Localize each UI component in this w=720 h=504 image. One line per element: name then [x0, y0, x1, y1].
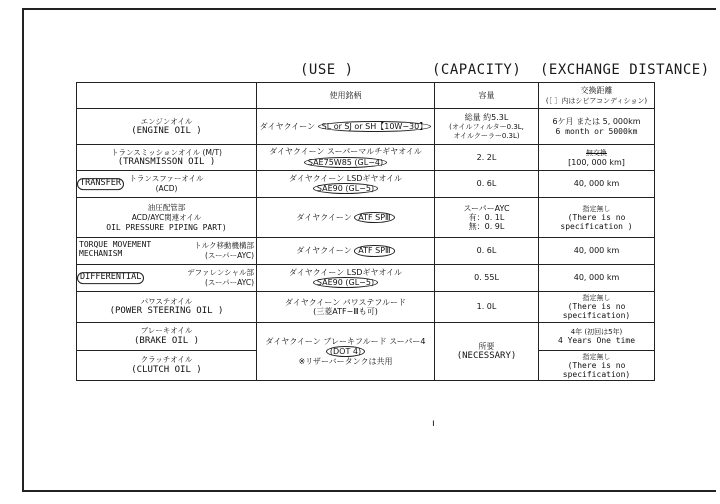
item-brake: [77, 322, 257, 350]
interval-engine-hand: 6 month or 5000km: [555, 126, 638, 136]
brand-transmission-name: ダイヤクイーン スーパーマルチギヤオイル: [269, 147, 422, 157]
brand-transfer-grade: SAE90 (GL−5): [313, 183, 378, 194]
interval-ayc: 40, 000 km: [539, 238, 655, 265]
item-transmission-jp: トランスミッションオイル (M/T): [111, 147, 222, 157]
brand-engine-grade: SL or SJ or SH【10W−30】: [318, 121, 432, 132]
interval-power-steering: [539, 292, 655, 323]
interval-brake: [539, 322, 655, 350]
item-differential-hand: DIFFERENTIAL: [77, 272, 144, 284]
interval-clutch-hand: (There is no specification): [562, 360, 631, 379]
item-brake-en: (BRAKE OIL ): [133, 335, 200, 346]
exchange-heading: (EXCHANGE DISTANCE): [540, 62, 710, 78]
interval-engine-jp: 6ケ月 または 5, 000km: [552, 117, 641, 127]
table-row-power-steering: [77, 292, 655, 323]
capacity-engine-total: 総量 約5.3L: [464, 112, 509, 122]
item-ayc-jp: トルク移動機構部: [194, 241, 254, 251]
brand-transfer: [257, 171, 435, 198]
brand-ayc-grade: ATF SPⅢ: [354, 245, 394, 256]
table-row-differential: [77, 265, 655, 292]
brand-acd-prefix: ダイヤクイーン: [296, 212, 352, 222]
capacity-acd-with: 有：0. 1L: [468, 212, 505, 222]
table-row-transmission: [77, 145, 655, 171]
table-row-brake: [77, 322, 655, 350]
item-transfer: [77, 171, 257, 198]
capacity-acd-without: 無：0. 9L: [468, 222, 505, 232]
interval-clutch: [539, 350, 655, 381]
header-capacity: 容量: [435, 83, 539, 109]
brand-transmission: [257, 145, 435, 171]
interval-differential: 40, 000 km: [539, 265, 655, 292]
use-heading: (USE ): [300, 62, 354, 78]
item-ayc-hand-2: MECHANISM: [79, 249, 123, 259]
brand-acd: [257, 198, 435, 238]
capacity-transfer: 0. 6L: [435, 171, 539, 198]
item-clutch-jp: クラッチオイル: [140, 355, 193, 365]
capacity-heading: (CAPACITY): [432, 62, 522, 78]
capacity-brake-jp: 所要: [478, 341, 495, 351]
interval-power-steering-hand: (There is no specification): [562, 302, 631, 321]
brand-brake-grade: (DOT 4): [326, 346, 365, 357]
brand-transmission-grade: SAE75W85 (GL−4): [304, 157, 387, 168]
brand-power-steering-alt: (三菱ATF−Ⅲも可): [313, 306, 378, 316]
item-engine-en: (ENGINE OIL ): [131, 126, 202, 137]
interval-engine: [539, 109, 655, 145]
interval-acd-jp: 指定無し: [582, 204, 611, 213]
item-power-steering-jp: パワステオイル: [140, 296, 193, 306]
interval-acd: [539, 198, 655, 238]
capacity-acd-label: スーパーAYC: [463, 203, 510, 213]
item-engine-jp: エンジンオイル: [140, 116, 193, 126]
header-interval-sub: (［ ］内はシビアコンディション): [545, 96, 648, 105]
interval-transmission-km: [100, 000 km]: [568, 157, 625, 167]
item-transmission: [77, 145, 257, 171]
item-transfer-sub: (ACD): [155, 184, 178, 193]
brand-engine: [257, 109, 435, 145]
item-ayc: [77, 238, 257, 265]
header-item-cell: [77, 83, 257, 109]
item-transfer-hand: TRANSFER: [77, 178, 124, 190]
interval-acd-hand: (There is no specification ): [560, 212, 633, 232]
brand-differential-prefix: ダイヤクイーン LSDギヤオイル: [288, 267, 403, 277]
item-power-steering-en: (POWER STEERING OIL ): [109, 306, 224, 317]
item-transfer-jp: トランスファーオイル: [129, 174, 204, 184]
capacity-engine-filter: (オイルフィルター0.3L,: [449, 122, 524, 131]
item-ayc-sub: (スーパーAYC): [204, 251, 254, 260]
brand-transfer-prefix: ダイヤクイーン LSDギヤオイル: [288, 173, 403, 183]
capacity-differential: 0. 55L: [435, 265, 539, 292]
item-acd-related: ACD/AYC関連オイル: [131, 212, 202, 222]
interval-transmission: [539, 145, 655, 171]
brand-brake-note: ※リザーバータンクは共用: [298, 356, 393, 366]
brand-power-steering: [257, 292, 435, 323]
item-clutch-en: (CLUTCH OIL ): [131, 364, 202, 375]
item-differential-sub: (スーパーAYC): [204, 278, 254, 287]
capacity-brake-hand: (NECESSARY): [456, 350, 517, 361]
header-brand: 使用銘柄: [257, 83, 435, 109]
brand-brake-clutch: [257, 322, 435, 381]
item-brake-jp: ブレーキオイル: [140, 326, 193, 336]
header-interval-title: 交換距離: [580, 86, 613, 96]
brand-differential-grade: SAE90 (GL−5): [313, 277, 378, 288]
item-acd-hand: OIL PRESSURE PIPING PART): [106, 222, 227, 232]
item-ayc-hand: [79, 240, 151, 258]
interval-power-steering-jp: 指定無し: [582, 294, 611, 302]
item-differential: [77, 265, 257, 292]
item-acd-piping: 油圧配管部: [147, 203, 186, 213]
table-header-row: [77, 83, 655, 109]
interval-brake-jp: 4年 (初回は5年): [570, 327, 623, 336]
interval-clutch-jp: 指定無し: [582, 352, 611, 361]
interval-transmission-struck: 無交換: [586, 149, 607, 158]
brand-acd-grade: ATF SPⅢ: [354, 212, 394, 223]
capacity-engine: [435, 109, 539, 145]
brand-ayc: [257, 238, 435, 265]
oil-specification-table: [76, 82, 655, 381]
interval-brake-hand: 4 Years One time: [557, 336, 636, 346]
header-interval: [539, 83, 655, 109]
brand-engine-prefix: ダイヤクイーン: [259, 121, 316, 131]
capacity-brake-clutch: [435, 322, 539, 381]
item-transmission-en: (TRANSMISSON OIL ): [117, 157, 216, 168]
capacity-transmission: 2. 2L: [435, 145, 539, 171]
item-acd: [77, 198, 257, 238]
stray-mark: ı: [432, 418, 435, 429]
item-engine: [77, 109, 257, 145]
brand-ayc-prefix: ダイヤクイーン: [296, 246, 352, 256]
brand-power-steering-name: ダイヤクイーン パワステフルード: [284, 297, 407, 307]
item-clutch: [77, 350, 257, 381]
item-ayc-hand-1: TORQUE MOVEMENT: [79, 240, 152, 249]
table-row-transfer: [77, 171, 655, 198]
capacity-power-steering: 1. 0L: [435, 292, 539, 323]
interval-transfer: 40, 000 km: [539, 171, 655, 198]
item-power-steering: [77, 292, 257, 323]
table-row-ayc: [77, 238, 655, 265]
capacity-engine-cooler: オイルクーラー0.3L): [453, 132, 520, 141]
table-row-acd: [77, 198, 655, 238]
brand-brake-name: ダイヤクイーン ブレーキフルード スーパー4: [265, 336, 426, 346]
item-differential-jp: デファレンシャル部: [187, 268, 254, 278]
capacity-acd: [435, 198, 539, 238]
brand-differential: [257, 265, 435, 292]
table-row-engine: [77, 109, 655, 145]
capacity-ayc: 0. 6L: [435, 238, 539, 265]
